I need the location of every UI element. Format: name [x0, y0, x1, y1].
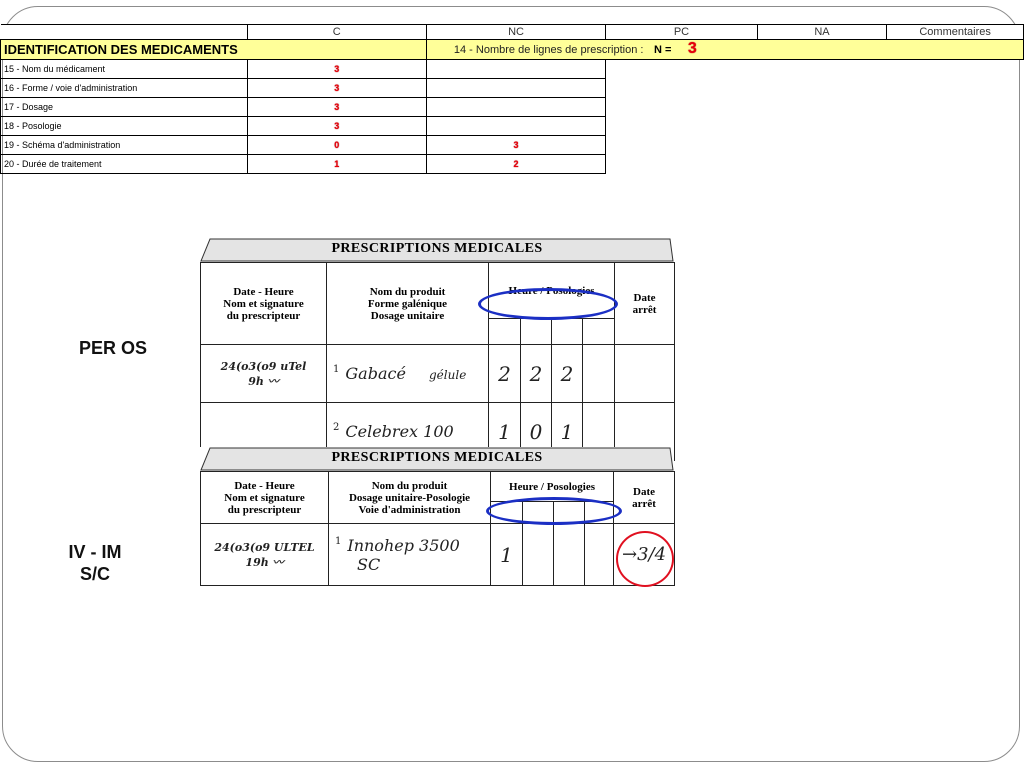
product-cell	[327, 345, 489, 403]
col-date-header	[201, 472, 329, 524]
sc-label: S/C	[79, 564, 110, 584]
criterion-row	[1, 117, 1024, 136]
empty-area	[606, 79, 1024, 98]
handwritten-signer: ULTEL	[273, 540, 315, 554]
header-line: Nom et signature	[223, 297, 304, 310]
score-nc	[426, 79, 605, 98]
criterion-row	[1, 136, 1024, 155]
header-c: C	[247, 25, 426, 40]
sheet-banner	[200, 447, 674, 471]
header-line: arrêt	[632, 303, 657, 316]
dose-cell	[554, 524, 585, 586]
criterion-label: 19 - Schéma d'administration	[1, 136, 248, 155]
prescription-table	[200, 262, 675, 461]
col-product-header	[329, 472, 491, 524]
score-c: 3	[247, 79, 426, 98]
score-nc: 3	[426, 136, 605, 155]
line-number: 2	[333, 422, 340, 433]
audit-table	[0, 24, 1024, 174]
header-line: Dosage unitaire	[370, 309, 445, 322]
product-cell	[329, 524, 491, 586]
empty-area	[606, 98, 1024, 117]
dose-cell: 1	[552, 403, 583, 461]
criterion-label: 20 - Durée de traitement	[1, 155, 248, 174]
header-line: Nom du produit	[371, 479, 448, 492]
dose-cell: 1	[489, 403, 521, 461]
red-circle-annotation	[616, 531, 674, 587]
header-nc: NC	[426, 25, 605, 40]
n-label: N =	[653, 44, 672, 56]
criterion-row	[1, 79, 1024, 98]
score-c: 3	[247, 117, 426, 136]
header-comments: Commentaires	[887, 25, 1024, 40]
score-c: 1	[247, 155, 426, 174]
handwritten-hour: 9h	[248, 374, 264, 388]
header-line: Voie d'administration	[358, 503, 461, 516]
dose-cell: 2	[489, 345, 521, 403]
col-stop-header	[615, 263, 675, 345]
score-nc	[426, 60, 605, 79]
criterion-label: 17 - Dosage	[1, 98, 248, 117]
prescription-row	[201, 524, 675, 586]
header-line: Forme galénique	[367, 297, 448, 310]
blue-ellipse-annotation	[486, 497, 622, 525]
sheet-header-row	[201, 472, 675, 502]
handwritten-product: Celebrex 100	[345, 422, 454, 441]
sheet-title: PRESCRIPTIONS MEDICALES	[331, 241, 543, 256]
header-empty	[1, 25, 248, 40]
dose-cell	[523, 524, 554, 586]
iv-im-label: IV - IM	[68, 542, 122, 562]
handwritten-form: gélule	[429, 368, 467, 382]
prescription-sheet-per-os	[200, 238, 674, 461]
audit-header-row	[1, 25, 1024, 40]
criterion-row	[1, 60, 1024, 79]
criterion-label: 15 - Nom du médicament	[1, 60, 248, 79]
header-line: arrêt	[632, 497, 656, 510]
signature: 〰	[267, 374, 279, 388]
empty-area	[606, 60, 1024, 79]
col-stop-header	[614, 472, 675, 524]
header-line: Dosage unitaire-Posologie	[348, 491, 471, 504]
dose-cell	[583, 345, 615, 403]
empty-area	[606, 136, 1024, 155]
header-line: Date	[633, 291, 656, 304]
handwritten-product: Gabacé	[345, 364, 406, 383]
score-c: 3	[247, 98, 426, 117]
header-na: NA	[757, 25, 887, 40]
stop-date-cell	[615, 345, 675, 403]
handwritten-product: Innohep 3500	[347, 535, 460, 555]
sheet-banner	[200, 238, 674, 262]
hour-slot	[552, 319, 583, 345]
empty-area	[606, 155, 1024, 174]
header-line: Date - Heure	[234, 479, 295, 492]
blue-ellipse-annotation	[478, 288, 618, 320]
n-value: 3	[687, 40, 697, 57]
handwritten-route: SC	[357, 554, 381, 574]
criterion-label: 18 - Posologie	[1, 117, 248, 136]
score-nc: 2	[426, 155, 605, 174]
dose-cell	[585, 524, 614, 586]
score-nc	[426, 117, 605, 136]
score-nc	[426, 98, 605, 117]
line-number: 1	[333, 364, 340, 375]
prescriber-cell	[201, 524, 329, 586]
stop-arrow-icon: →	[622, 544, 638, 565]
hour-slot	[489, 319, 521, 345]
handwritten-hour: 19h	[245, 555, 269, 569]
sheet-title: PRESCRIPTIONS MEDICALES	[331, 450, 543, 465]
header-pc: PC	[606, 25, 757, 40]
handwritten-signer: uTel	[280, 359, 307, 373]
criterion-row	[1, 155, 1024, 174]
prescription-row	[201, 345, 675, 403]
header-line: Date	[633, 485, 656, 498]
dose-cell: 2	[521, 345, 552, 403]
stop-date-value: 3/4	[637, 544, 667, 565]
prescription-count	[426, 40, 1023, 60]
hour-slot	[521, 319, 552, 345]
dose-cell: 1	[491, 524, 523, 586]
lines-label: 14 - Nombre de lignes de prescription :	[453, 44, 644, 56]
empty-area	[606, 117, 1024, 136]
header-line: Nom du produit	[369, 285, 446, 298]
score-c: 0	[247, 136, 426, 155]
col-date-header	[201, 263, 327, 345]
criterion-row	[1, 98, 1024, 117]
prescription-table	[200, 471, 675, 586]
score-c: 3	[247, 60, 426, 79]
handwritten-date: 24(o3(o9	[220, 359, 277, 373]
dose-cell: 0	[521, 403, 552, 461]
col-hours-header: Heure / Posologies	[491, 472, 614, 502]
signature: 〰	[272, 555, 284, 569]
col-hours-header: Heure / Posologies	[489, 263, 615, 319]
prescription-sheet-iv	[200, 447, 674, 586]
prescriber-cell	[201, 345, 327, 403]
col-product-header	[327, 263, 489, 345]
line-number: 1	[335, 535, 342, 547]
header-line: Date - Heure	[233, 285, 294, 298]
criterion-label: 16 - Forme / voie d'administration	[1, 79, 248, 98]
handwritten-date: 24(o3(o9	[214, 540, 271, 554]
identification-row	[1, 40, 1024, 60]
hour-slot	[583, 319, 615, 345]
header-line: du prescripteur	[227, 503, 302, 516]
dose-cell: 2	[552, 345, 583, 403]
per-os-label: PER OS	[78, 338, 148, 358]
header-line: Nom et signature	[224, 491, 305, 504]
section-title: IDENTIFICATION DES MEDICAMENTS	[1, 40, 427, 60]
header-line: du prescripteur	[226, 309, 301, 322]
